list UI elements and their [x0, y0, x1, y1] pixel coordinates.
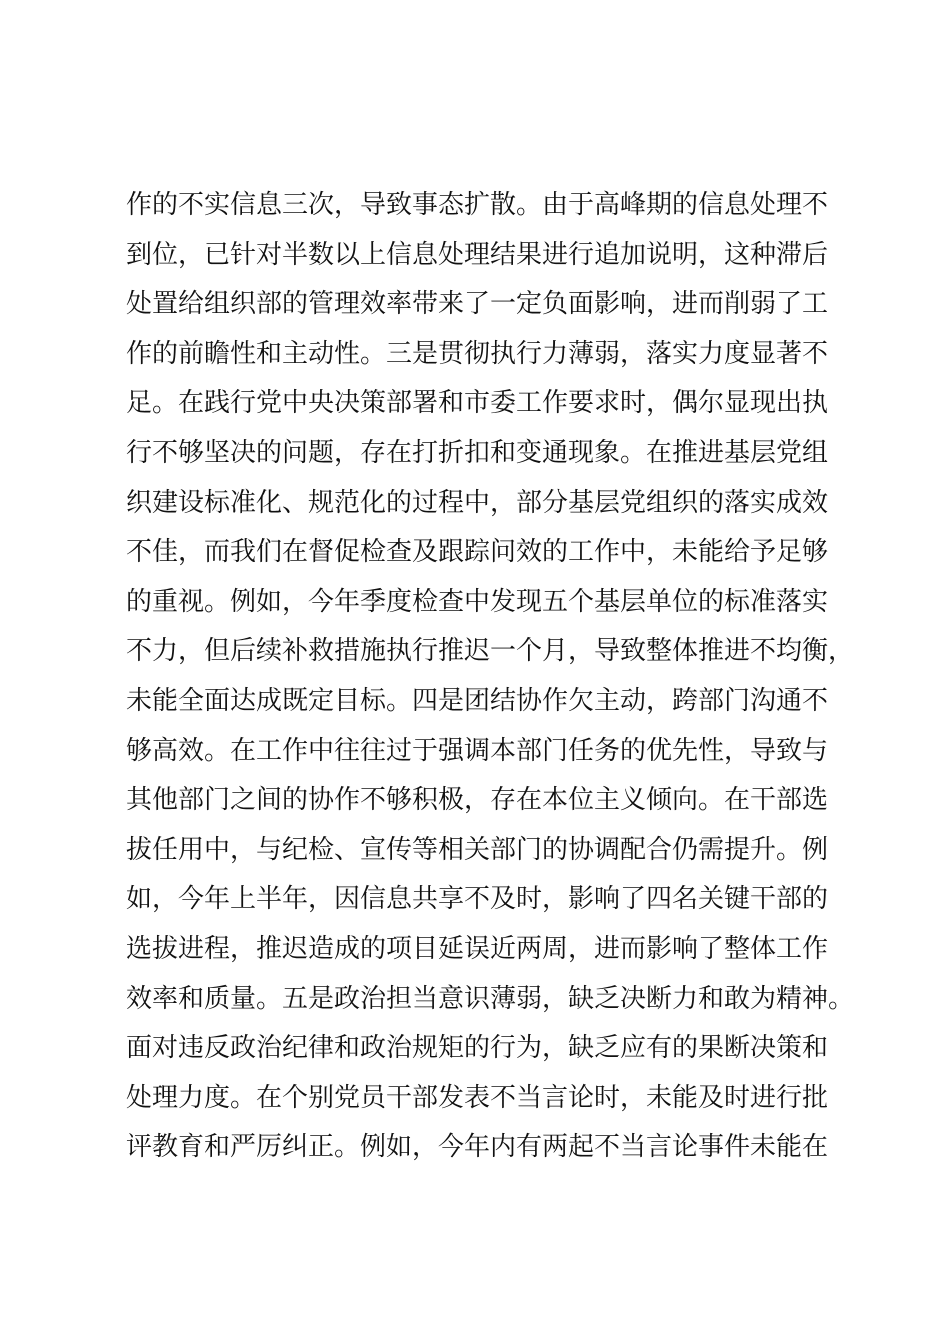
text-line: 其他部门之间的协作不够积极，存在本位主义倾向。在干部选 — [126, 785, 829, 816]
text-line: 足。在践行党中央决策部署和市委工作要求时，偶尔显现出执 — [126, 388, 829, 419]
text-line: 选拔进程，推迟造成的项目延误近两周，进而影响了整体工作 — [126, 933, 829, 964]
text-line: 面对违反政治纪律和政治规矩的行为，缺乏应有的果断决策和 — [126, 1033, 829, 1064]
text-line: 拔任用中，与纪检、宣传等相关部门的协调配合仍需提升。例 — [126, 834, 829, 865]
text-line: 如，今年上半年，因信息共享不及时，影响了四名关键干部的 — [126, 884, 829, 915]
text-line: 效率和质量。五是政治担当意识薄弱，缺乏决断力和敢为精神。 — [126, 983, 855, 1014]
text-line: 到位，已针对半数以上信息处理结果进行追加说明，这种滞后 — [126, 239, 829, 270]
text-line: 够高效。在工作中往往过于强调本部门任务的优先性，导致与 — [126, 735, 829, 766]
text-line: 处置给组织部的管理效率带来了一定负面影响，进而削弱了工 — [126, 289, 829, 320]
text-line: 不力，但后续补救措施执行推迟一个月，导致整体推进不均衡， — [126, 636, 855, 667]
body-paragraph — [126, 181, 866, 1173]
text-line: 未能全面达成既定目标。四是团结协作欠主动，跨部门沟通不 — [126, 685, 829, 716]
text-line: 作的不实信息三次，导致事态扩散。由于高峰期的信息处理不 — [126, 190, 829, 220]
text-line: 行不够坚决的问题，存在打折扣和变通现象。在推进基层党组 — [126, 437, 829, 468]
text-line: 评教育和严厉纠正。例如，今年内有两起不当言论事件未能在 — [126, 1132, 829, 1163]
text-line: 作的前瞻性和主动性。三是贯彻执行力薄弱，落实力度显著不 — [126, 338, 829, 369]
text-line: 织建设标准化、规范化的过程中，部分基层党组织的落实成效 — [126, 487, 829, 518]
text-line: 的重视。例如，今年季度检查中发现五个基层单位的标准落实 — [126, 586, 829, 617]
text-line: 不佳，而我们在督促检查及跟踪问效的工作中，未能给予足够 — [126, 537, 829, 568]
text-line: 处理力度。在个别党员干部发表不当言论时，未能及时进行批 — [126, 1082, 829, 1113]
